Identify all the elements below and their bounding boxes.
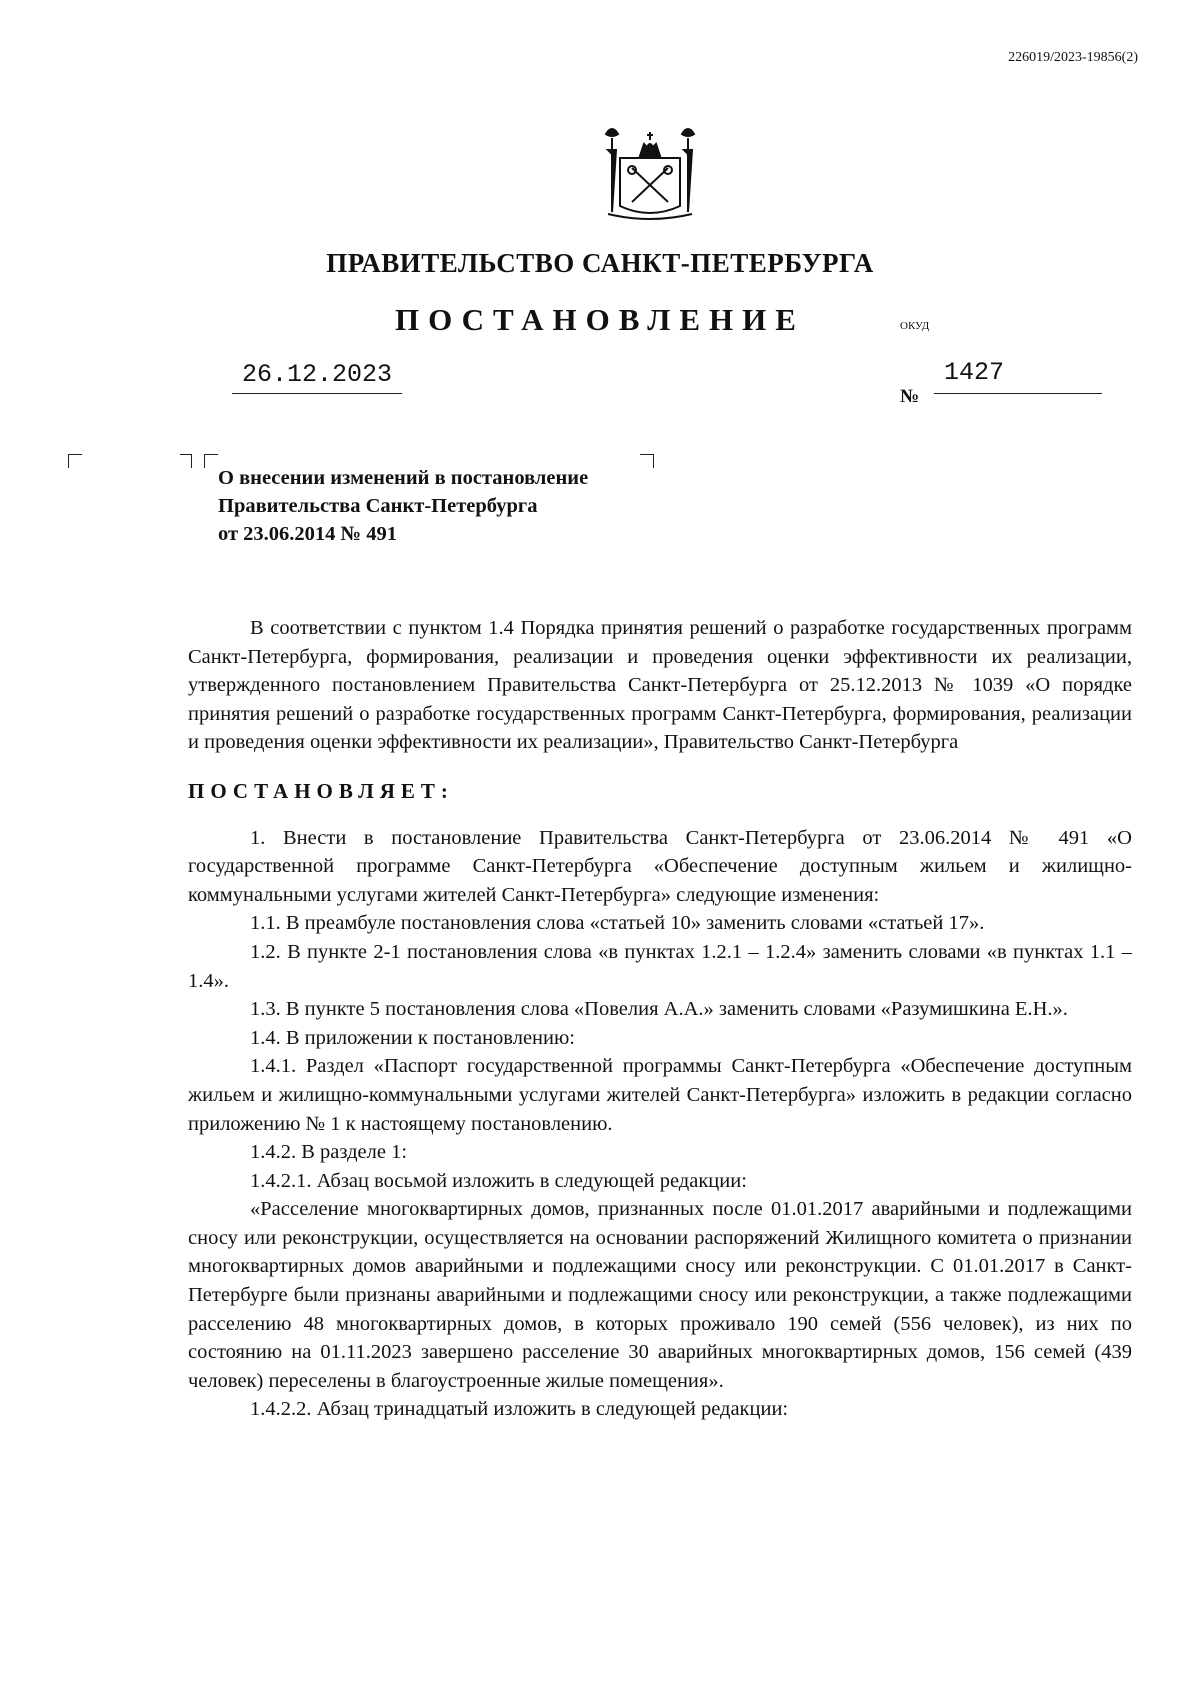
government-title: ПРАВИТЕЛЬСТВО САНКТ-ПЕТЕРБУРГА bbox=[326, 248, 874, 278]
decree-title: ПОСТАНОВЛЕНИЕ bbox=[395, 302, 805, 337]
preamble-paragraph: В соответствии с пунктом 1.4 Порядка принятия решений о разработке государственных программ Санкт-Петербурга, формирования, реализации и проведения оценки эффективности их реализации, утвержденного постановлением Правительства Санкт-Петербурга от 25.12.2013 № 1039 «О порядке принятия решений о разработке государственных программ Санкт-Петербурга, формирования, реализации и проведения оценки эффективности их реализации», Правительство Санкт-Петербурга bbox=[188, 617, 1132, 754]
subject-bracket-left bbox=[204, 454, 218, 468]
subject-line: О внесении изменений в постановление bbox=[218, 467, 589, 489]
quoted-paragraph: «Расселение многоквартирных домов, признанных после 01.01.2017 аварийными и подлежащими сносу или реконструкции, осуществляется на основании распоряжений Жилищного комитета о признании многоквартирных домов аварийными и подлежащими сносу или реконструкции. С 01.01.2017 в Санкт-Петербурге были признаны аварийными и подлежащими сносу или реконструкции, а также подлежащими расселению 48 многоквартирных домов, в которых проживало 190 семей (556 человек), из них по состоянию на 01.11.2023 завершено расселение 30 аварийных многоквартирных домов, 156 семей (439 человек) переселены в благоустроенные жилые помещения». bbox=[188, 1198, 1132, 1392]
decrees-heading: ПОСТАНОВЛЯЕТ: bbox=[188, 778, 454, 803]
item-1-2: 1.2. В пункте 2-1 постановления слова «в пунктах 1.2.1 – 1.2.4» заменить словами «в пунктах 1.1 – 1.4». bbox=[188, 940, 1132, 992]
item-1-4-2: 1.4.2. В разделе 1: bbox=[250, 1141, 408, 1164]
item-1-4-2-2: 1.4.2.2. Абзац тринадцатый изложить в следующей редакции: bbox=[250, 1398, 789, 1421]
number-sign: № bbox=[900, 386, 920, 407]
decree-subject bbox=[218, 464, 588, 548]
decree-number: 1427 bbox=[934, 358, 1102, 394]
margin-corner-mark bbox=[68, 454, 82, 468]
decree-body bbox=[188, 614, 1132, 1424]
subject-bracket-left-outer bbox=[180, 454, 192, 468]
subject-bracket-right bbox=[640, 454, 654, 468]
decree-date: 26.12.2023 bbox=[232, 360, 402, 394]
item-1: 1. Внести в постановление Правительства Санкт-Петербурга от 23.06.2014 № 491 «О государственной программе Санкт-Петербурга «Обеспечение доступным жильем и жилищно-коммунальными услугами жителей Санкт-Петербурга» следующие изменения: bbox=[188, 826, 1132, 906]
item-1-1: 1.1. В преамбуле постановления слова «статьей 10» заменить словами «статьей 17». bbox=[250, 912, 985, 935]
item-1-3: 1.3. В пункте 5 постановления слова «Повелия А.А.» заменить словами «Разумишкина Е.Н.». bbox=[250, 998, 1068, 1021]
item-1-4: 1.4. В приложении к постановлению: bbox=[250, 1026, 575, 1049]
document-registration-number: 226019/2023-19856(2) bbox=[1008, 50, 1138, 65]
saint-petersburg-coat-of-arms-icon bbox=[602, 120, 698, 220]
item-1-4-1: 1.4.1. Раздел «Паспорт государственной программы Санкт-Петербурга «Обеспечение доступным жильем и жилищно-коммунальными услугами жителей Санкт-Петербурга» изложить в редакции согласно приложению № 1 к настоящему постановлению. bbox=[188, 1055, 1132, 1135]
subject-line: Правительства Санкт-Петербурга bbox=[218, 495, 538, 517]
okud-label: ОКУД bbox=[900, 320, 930, 332]
item-1-4-2-1: 1.4.2.1. Абзац восьмой изложить в следующей редакции: bbox=[250, 1169, 747, 1192]
subject-line: от 23.06.2014 № 491 bbox=[218, 523, 398, 545]
